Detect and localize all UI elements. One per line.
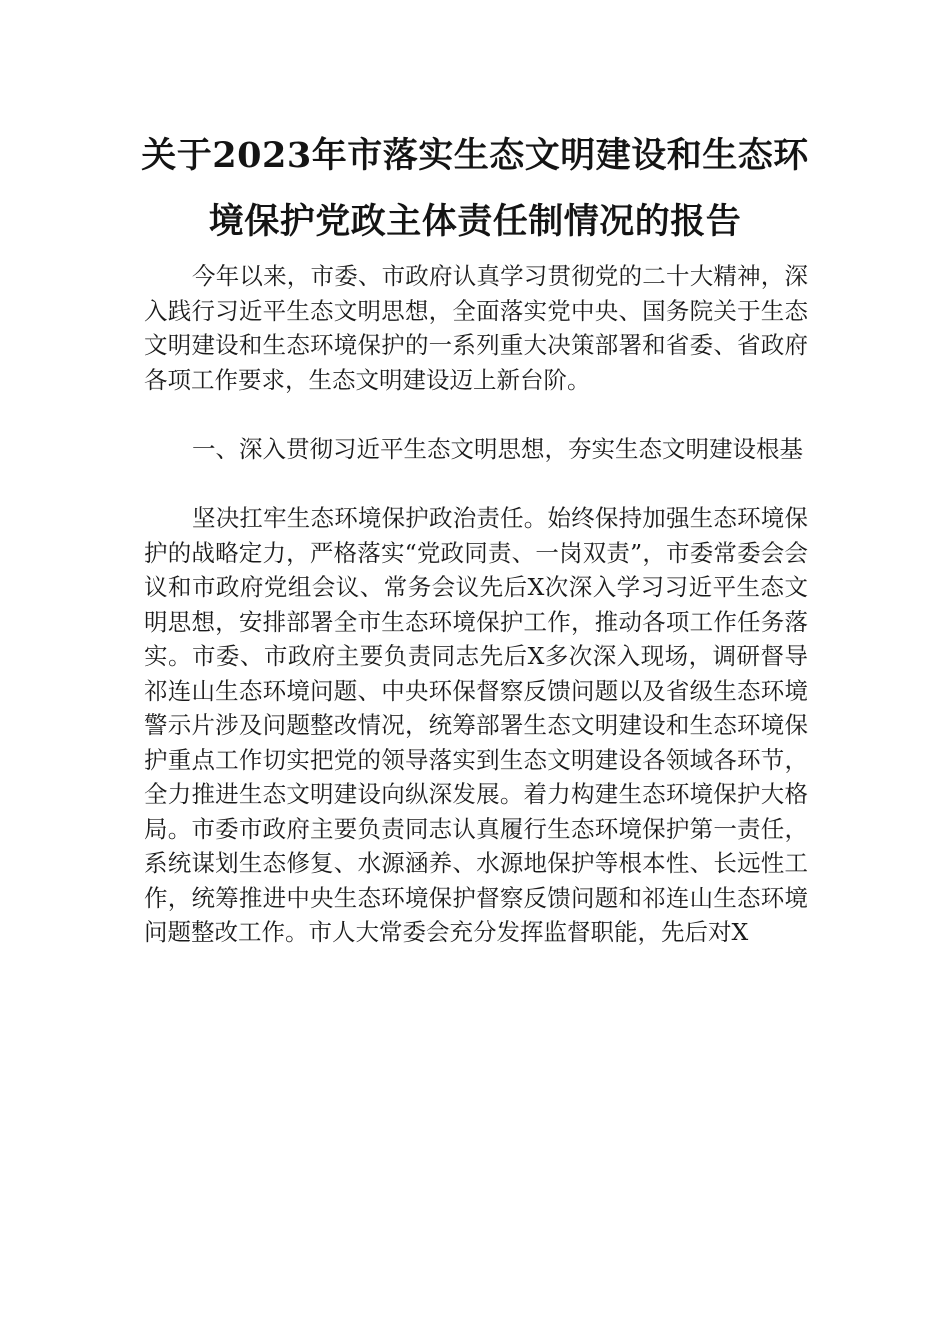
document-title-line-2: 境保护党政主体责任制情况的报告 (208, 201, 742, 242)
document-title-line-1: 关于2023年市落实生态文明建设和生态环 (141, 135, 809, 176)
section-heading-1: 一、深入贯彻习近平生态文明思想，夯实生态文明建设根基 (192, 435, 803, 463)
body-paragraph-1: 坚决扛牢生态环境保护政治责任。始终保持加强生态环境保护的战略定力，严格落实“党政同责、一岗双责”，市委常委会会议和市政府党组会议、常务会议先后X次深入学习习近平生态文明思想，安排部署全市生态环境保护工作，推动各项工作任务落实。市委、市政府主要负责同志先后X多次深入现场，调研督导祁连山生态环境问题、中央环保督察反馈问题以及省级生态环境警示片涉及问题整改情况，统筹部署生态文明建设和生态环境保护重点工作切实把党的领导落实到生态文明建设各领域各环节，全力推进生态文明建设向纵深发展。着力构建生态环境保护大格局。市委市政府主要负责同志认真履行生态环境保护第一责任，系统谋划生态修复、水源涵养、水源地保护等根本性、长远性工作，统筹推进中央生态环境保护督察反馈问题和祁连山生态环境问题整改工作。市人大常委会充分发挥监督职能，先后对X (144, 504, 808, 946)
intro-paragraph: 今年以来，市委、市政府认真学习贯彻党的二十大精神，深入践行习近平生态文明思想，全面落实党中央、国务院关于生态文明建设和生态环境保护的一系列重大决策部署和省委、省政府各项工作要求，生态文明建设迈上新台阶。 (144, 262, 808, 394)
